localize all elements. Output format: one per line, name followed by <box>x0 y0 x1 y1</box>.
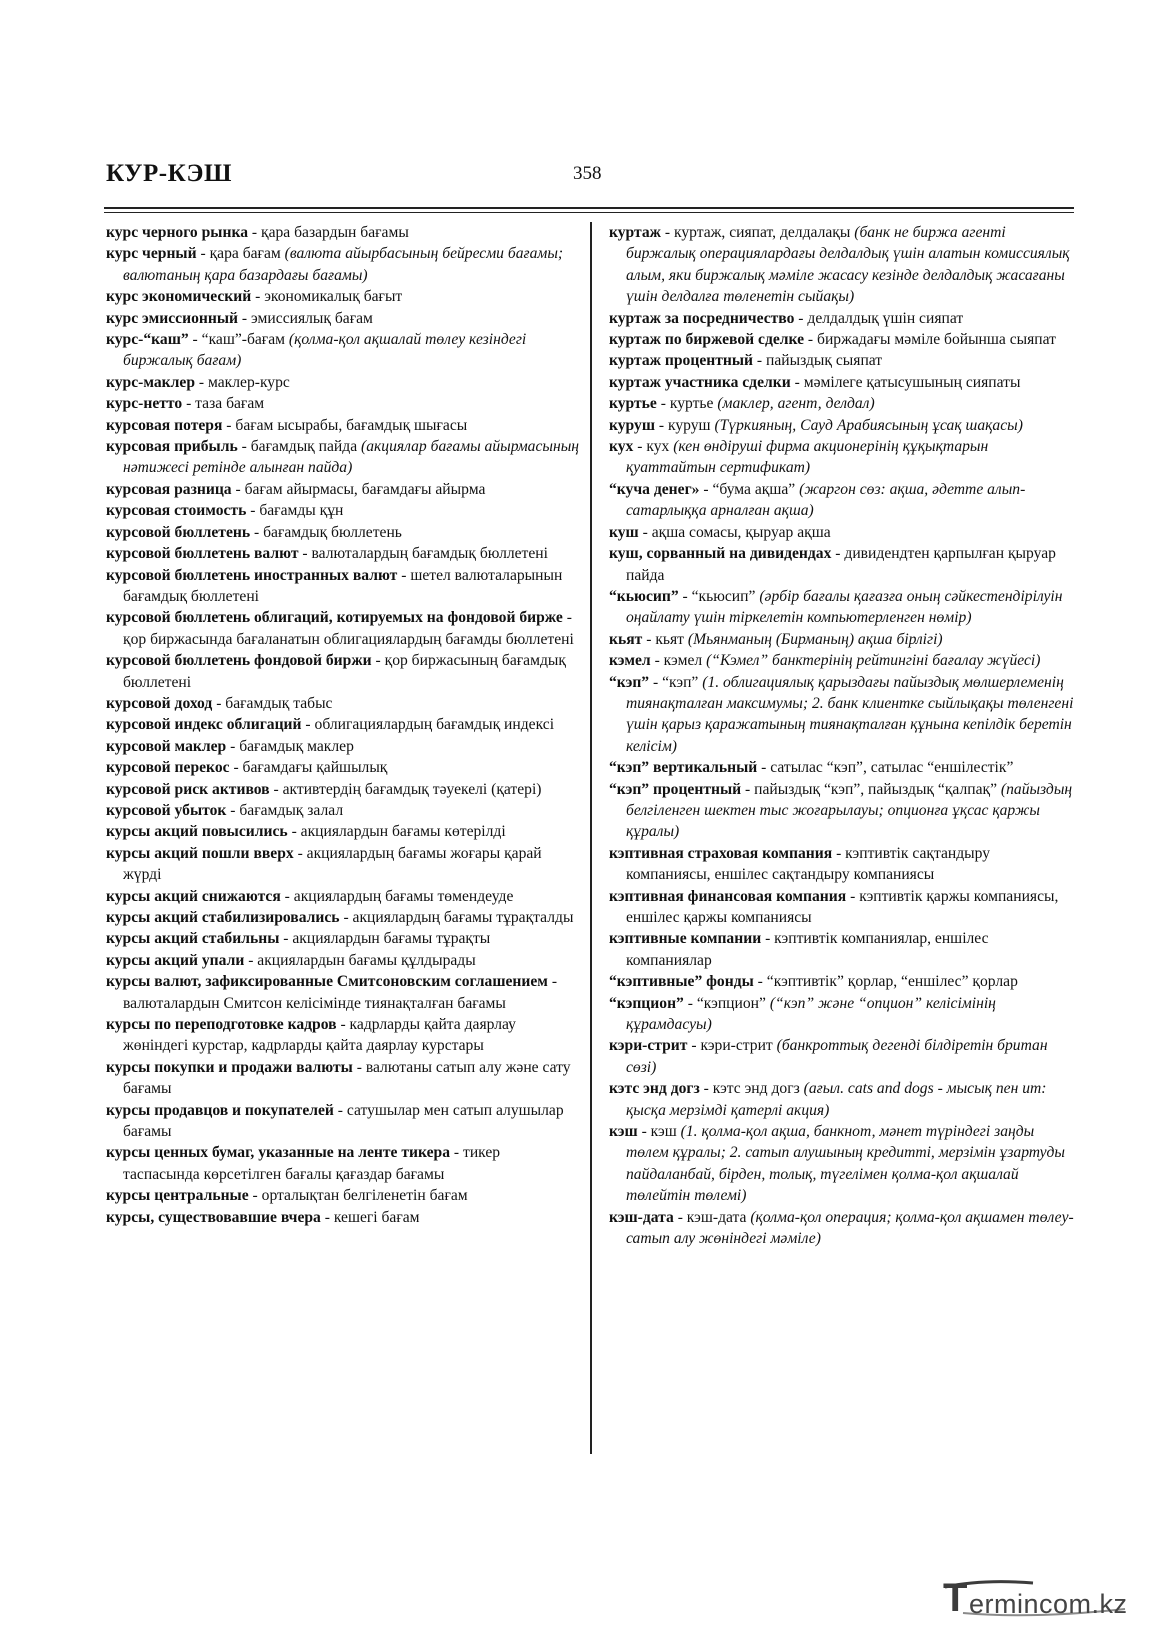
entry-definition: - акциялардын бағамы құлдырады <box>244 951 476 969</box>
entry-term: курсовая потеря <box>106 416 223 434</box>
entry-definition: - валюталардын Смитсон келісімінде тиянақталған бағамы <box>123 973 558 1012</box>
entry-definition: - орталықтан белгіленетін бағам <box>248 1187 468 1205</box>
entry-definition: - кадрларды қайта даярлау жөніндегі курстар, кадрларды қайта даярлау курстары <box>123 1016 516 1055</box>
entry-definition: - бағам ысырабы, бағамдық шығасы <box>222 416 468 434</box>
entry-definition: - тикер таспасында көрсетілген бағалы қағаздар бағамы <box>123 1144 501 1183</box>
dictionary-entry <box>106 714 580 735</box>
dictionary-entry <box>106 928 580 949</box>
entry-definition: - “кэптивтік” қорлар, “еншілес” қорлар <box>753 973 1018 991</box>
dictionary-entry <box>106 693 580 714</box>
dictionary-entry <box>609 479 1075 522</box>
dictionary-entry <box>106 1207 580 1228</box>
entry-definition: - кэмел <box>650 652 707 670</box>
entry-definition: - “бума ақша” <box>699 480 800 498</box>
termincom-logo <box>943 1576 1128 1620</box>
entry-definition: - кьят <box>642 630 688 648</box>
entry-term: “кэп” вертикальный <box>609 759 758 777</box>
entry-term: “куча денег» <box>609 480 700 498</box>
entry-definition: - облигациялардың бағамдық индексі <box>301 716 555 734</box>
entry-term: кэптивные компании <box>609 930 762 948</box>
entry-note: (қолма-қол операция; қолма-қол ақшамен төлеу-сатып алу жөніндегі мәміле) <box>626 1208 1074 1248</box>
entry-definition: - валютаны сатып алу және сату бағамы <box>123 1058 571 1098</box>
entry-definition: - экономикалық бағыт <box>251 288 403 306</box>
entry-definition: - кэптивтік сақтандыру компаниясы, еншілес сақтандыру компаниясы <box>626 844 991 884</box>
entry-note: (1. облигациялық қарыздағы пайыздық мөлшерлеменің тиянақталған максимумы; 2. банк клиентке сыйлықақы төленгені үшін қарыз қаражатының тиянақталған құнына кепілдік беретін келісім) <box>626 673 1074 755</box>
entry-term: курсовой бюллетень валют <box>106 545 299 563</box>
dictionary-entry <box>106 500 580 521</box>
entry-term: курс черного рынка <box>106 224 248 241</box>
entry-note: (банкроттық дегенді білдіретін британ сөзі) <box>626 1037 1048 1076</box>
entry-term: куртаж участника сделки <box>609 373 791 391</box>
entry-term: курсовой доход <box>106 694 213 712</box>
entry-term: курсовая стоимость <box>106 502 247 520</box>
dictionary-entry <box>106 779 580 800</box>
entry-definition: - кэри-стрит <box>687 1037 777 1055</box>
dictionary-entry <box>106 843 580 886</box>
entry-definition: - бағамдағы қайшылық <box>229 759 388 777</box>
entry-note: (маклер, агент, делдал) <box>717 395 875 413</box>
entry-term: кэптивная финансовая компания <box>609 887 847 905</box>
entry-term: “кэпцион” <box>609 994 684 1012</box>
entry-definition: - кэптивтік қаржы компаниясы, еншілес қаржы компаниясы <box>626 887 1059 926</box>
entry-term: “кэп” <box>609 673 650 691</box>
dictionary-entry <box>609 522 1075 543</box>
entry-term: кэптивная страховая компания <box>609 844 833 862</box>
entry-term: курсы центральные <box>106 1187 249 1205</box>
right-column <box>609 222 1075 1250</box>
page-number: 358 <box>573 163 602 184</box>
header-rule <box>104 207 1074 209</box>
entry-definition: - қара базардын бағамы <box>248 224 409 241</box>
entry-definition: - куртаж, сияпат, делдалақы <box>660 224 855 241</box>
entry-term: курсовой перекос <box>106 759 230 777</box>
dictionary-entry <box>106 950 580 971</box>
entry-definition: - бағамды құн <box>246 502 344 520</box>
entry-definition: - бағамдық маклер <box>226 737 354 755</box>
entry-term: кэш-дата <box>609 1208 674 1226</box>
entry-definition: - акциялардың бағамы төмендеуде <box>280 887 514 905</box>
dictionary-entry <box>609 329 1075 350</box>
dictionary-entry <box>106 907 580 928</box>
entry-term: курс черный <box>106 245 197 263</box>
entry-term: курс-нетто <box>106 395 183 413</box>
entry-term: курс экономический <box>106 288 252 306</box>
dictionary-entry <box>609 372 1075 393</box>
dictionary-entry <box>106 1014 580 1057</box>
dictionary-entry <box>609 222 1075 308</box>
entry-definition: - бағамдық залал <box>226 801 344 819</box>
dictionary-entry <box>609 543 1075 586</box>
dictionary-entry <box>106 543 580 564</box>
entry-note: (1. қолма-қол ақша, банкнот, мәнет түріндегі заңды төлем құралы; 2. сатып алушының кредитті, мерзімін ұзартуды пайдаланбай, бірден, толық, түгелімен қолма-қол ақшалай төлейтін төлемі) <box>626 1123 1065 1205</box>
entry-note: (акциялар бағамы айырмасының нәтижесі ретінде алынған пайда) <box>123 438 579 477</box>
entry-definition: - кэтс энд догз <box>699 1080 804 1098</box>
entry-term: курсы ценных бумаг, указанные на ленте тикера <box>106 1144 451 1162</box>
entry-definition: - активтердің бағамдық тәуекелі (қатері) <box>269 780 542 798</box>
entry-term: курсы акций стабильны <box>106 930 280 948</box>
dictionary-entry <box>609 393 1075 414</box>
entry-note: (әрбір бағалы қағазға оның сәйкестендірілуін оңайлату үшін тіркелетін компьютерленген нөмір) <box>626 587 1063 627</box>
entry-term: курсы покупки и продажи валюты <box>106 1058 353 1076</box>
dictionary-entry <box>609 350 1075 371</box>
entry-definition: - валюталардың бағамдық бюллетені <box>298 545 548 563</box>
entry-note: (жаргон сөз: ақша, әдетте алып-сатарлыққа арналған ақша) <box>626 480 1026 520</box>
dictionary-entry <box>609 308 1075 329</box>
entry-definition: - кэш-дата <box>673 1208 751 1226</box>
entry-note: (пайыздың белгіленген шектен тыс жоғарылауы; опционға ұқсас қаржы құралы) <box>626 780 1073 841</box>
dictionary-entry <box>609 1121 1075 1207</box>
entry-term: курсы акций стабилизировались <box>106 909 340 926</box>
dictionary-entry <box>106 757 580 778</box>
dictionary-entry <box>106 565 580 608</box>
entry-definition: - кух <box>633 438 674 456</box>
entry-definition: - пайыздық “кэп”, пайыздық “қалпақ” <box>741 780 1001 798</box>
entry-term: курсовой бюллетень облигаций, котируемых на фондовой бирже <box>106 609 563 627</box>
dictionary-entry <box>106 415 580 436</box>
dictionary-entry <box>609 586 1075 629</box>
entry-term: курсы валют, зафиксированные Смитсоновским соглашением <box>106 973 548 991</box>
entry-definition: - сатылас “кэп”, сатылас “еншілестік” <box>757 759 1014 777</box>
header-rule-thin <box>104 212 1074 213</box>
entry-term: кух <box>609 438 634 456</box>
dictionary-entry <box>106 308 580 329</box>
entry-definition: - сатушылар мен сатып алушылар бағамы <box>123 1101 564 1141</box>
dictionary-entry <box>609 1207 1075 1250</box>
entry-definition: - маклер-курс <box>195 373 290 391</box>
left-column <box>106 222 580 1228</box>
logo-initial: T <box>943 1576 968 1620</box>
entry-term: курсовой риск активов <box>106 780 270 798</box>
entry-term: курсовой маклер <box>106 737 227 755</box>
entry-term: куртаж <box>609 224 661 241</box>
entry-definition: - бағамдық пайда <box>237 438 362 456</box>
dictionary-entry <box>609 436 1075 479</box>
entry-definition: - делдалдық үшін сияпат <box>794 309 964 327</box>
entry-definition: - “кэпцион” <box>683 994 770 1012</box>
dictionary-entry <box>106 1057 580 1100</box>
entry-definition: - акциялардын бағамы көтерілді <box>287 823 506 841</box>
entry-term: куртаж за посредничество <box>609 309 795 327</box>
entry-term: “кьюсип” <box>609 587 679 605</box>
entry-term: кэмел <box>609 652 651 670</box>
entry-definition: - “кэп” <box>649 673 703 691</box>
entry-term: куртье <box>609 395 657 413</box>
entry-definition: - эмиссиялық бағам <box>238 309 373 327</box>
logo-text: ermincom.kz <box>969 1589 1128 1619</box>
dictionary-entry <box>609 757 1075 778</box>
dictionary-entry <box>106 650 580 693</box>
entry-term: курсовой бюллетень иностранных валют <box>106 566 398 584</box>
entry-definition: - акциялардын бағамы тұрақты <box>279 930 491 948</box>
dictionary-entry <box>106 971 580 1014</box>
entry-note: (валюта айырбасының бейресми бағамы; валютаның қара базардағы бағамы) <box>123 245 564 284</box>
entry-term: “кэп” процентный <box>609 780 742 798</box>
entry-definition: - биржадағы мәміле бойынша сыяпат <box>804 331 1056 349</box>
column-divider <box>590 222 592 1454</box>
entry-definition: - акциялардың бағамы жоғары қарай жүрді <box>123 844 542 884</box>
entry-definition: - дивидендтен қарпылған қыруар пайда <box>626 545 1056 584</box>
dictionary-entry <box>609 650 1075 671</box>
dictionary-entry <box>106 607 580 650</box>
dictionary-entry <box>106 821 580 842</box>
entry-term: курсовой индекс облигаций <box>106 716 302 734</box>
entry-term: курсовая прибыль <box>106 438 238 456</box>
dictionary-entry <box>609 843 1075 886</box>
entry-term: курсовой убыток <box>106 801 227 819</box>
dictionary-entry <box>106 886 580 907</box>
entry-note: (“кэп” және “опцион” келісімінің құрамдасуы) <box>626 994 996 1034</box>
dictionary-entry <box>106 479 580 500</box>
entry-definition: - шетел валюталарынын бағамдық бюллетені <box>123 566 563 605</box>
entry-definition: - бағам айырмасы, бағамдағы айырма <box>231 480 486 498</box>
dictionary-entry <box>609 629 1075 650</box>
entry-note: (ағыл. cats and dogs - мысық пен ит: қысқа мерзімді қатерлі акция) <box>626 1080 1047 1119</box>
dictionary-entry <box>106 329 580 372</box>
dictionary-entry <box>609 886 1075 929</box>
entry-term: курсы, существовавшие вчера <box>106 1208 321 1226</box>
entry-definition: - қара бағам <box>196 245 285 263</box>
entry-definition: - бағамдық бюллетень <box>250 523 402 541</box>
entry-term: курсовая разница <box>106 480 232 498</box>
entry-term: курсы продавцов и покупателей <box>106 1101 334 1119</box>
entry-note: (кен өндіруші фирма акционерінің құқықтарын қуаттайтын сертификат) <box>626 438 989 477</box>
entry-note: (қолма-қол ақшалай төлеу кезіндегі биржалық бағам) <box>123 331 527 370</box>
entry-term: кэри-стрит <box>609 1037 688 1055</box>
entry-definition: - кэш <box>637 1123 681 1141</box>
entry-definition: - қор биржасында бағаланатын облигациялардың бағамды бюллетені <box>123 609 574 648</box>
entry-definition: - таза бағам <box>182 395 265 413</box>
entry-term: курс эмиссионный <box>106 309 239 327</box>
dictionary-entry <box>609 672 1075 758</box>
entry-definition: - бағамдық табыс <box>212 694 333 712</box>
entry-term: курсы по переподготовке кадров <box>106 1016 337 1034</box>
entry-term: курсы акций повысились <box>106 823 288 841</box>
entry-term: курсовой бюллетень фондовой биржи <box>106 652 372 670</box>
dictionary-entry <box>106 736 580 757</box>
dictionary-entry <box>106 1100 580 1143</box>
dictionary-entry <box>106 243 580 286</box>
entry-definition: - “кьюсип” <box>678 587 760 605</box>
page-header-title: КУР-КЭШ <box>106 160 232 187</box>
dictionary-entry <box>609 993 1075 1036</box>
entry-definition: - акциялардың бағамы тұрақталды <box>339 909 574 926</box>
entry-term: курсы акций пошли вверх <box>106 844 294 862</box>
entry-definition: - куртье <box>656 395 718 413</box>
entry-definition: - пайыздық сыяпат <box>753 352 883 370</box>
dictionary-entry <box>609 1035 1075 1078</box>
entry-note: (“Кэмел” банктерінің рейтингіні бағалау жүйесі) <box>706 652 1041 670</box>
entry-definition: - кешегі бағам <box>320 1208 420 1226</box>
dictionary-entry <box>106 1185 580 1206</box>
entry-term: куруш <box>609 416 655 434</box>
entry-definition: - кэптивтік компаниялар, еншілес компаниялар <box>626 930 989 969</box>
entry-term: куртаж по биржевой сделке <box>609 331 805 349</box>
dictionary-entry <box>106 286 580 307</box>
entry-term: “кэптивные” фонды <box>609 973 754 991</box>
dictionary-entry <box>609 1078 1075 1121</box>
entry-definition: - куруш <box>655 416 715 434</box>
dictionary-entry <box>609 971 1075 992</box>
dictionary-entry <box>106 522 580 543</box>
entry-term: кэш <box>609 1123 638 1141</box>
entry-term: курс-“каш” <box>106 331 189 349</box>
dictionary-entry <box>106 222 580 243</box>
entry-note: (банк не биржа агенті биржалық операциялардағы делдалдық үшін алатын комиссиялық алым, яки биржалық мәміле жасасу кезінде делдалдық жасағаны үшін делдалға төленетін сыйақы) <box>626 224 1070 306</box>
entry-note: (Түркияның, Сауд Арабиясының ұсақ шақасы) <box>714 416 1023 434</box>
entry-term: курсы акций снижаются <box>106 887 281 905</box>
dictionary-entry <box>106 1142 580 1185</box>
dictionary-entry <box>609 779 1075 843</box>
dictionary-entry <box>609 928 1075 971</box>
entry-definition: - мәмілеге қатысушының сияпаты <box>790 373 1021 391</box>
entry-term: куш <box>609 523 639 541</box>
dictionary-entry <box>106 372 580 393</box>
entry-term: курс-маклер <box>106 373 195 391</box>
entry-definition: - “каш”-бағам <box>188 331 289 349</box>
entry-definition: - ақша сомасы, қыруар ақша <box>638 523 831 541</box>
dictionary-entry <box>609 415 1075 436</box>
dictionary-entry <box>106 393 580 414</box>
entry-term: курсовой бюллетень <box>106 523 251 541</box>
entry-term: курсы акций упали <box>106 951 245 969</box>
entry-definition: - қор биржасының бағамдық бюллетені <box>123 652 566 691</box>
entry-term: кэтс энд догз <box>609 1080 700 1098</box>
dictionary-entry <box>106 800 580 821</box>
entry-note: (Мьянманың (Бирманың) ақша бірлігі) <box>687 630 943 648</box>
dictionary-entry <box>106 436 580 479</box>
entry-term: куртаж процентный <box>609 352 754 370</box>
entry-term: кьят <box>609 630 643 648</box>
entry-term: куш, сорванный на дивидендах <box>609 545 832 563</box>
